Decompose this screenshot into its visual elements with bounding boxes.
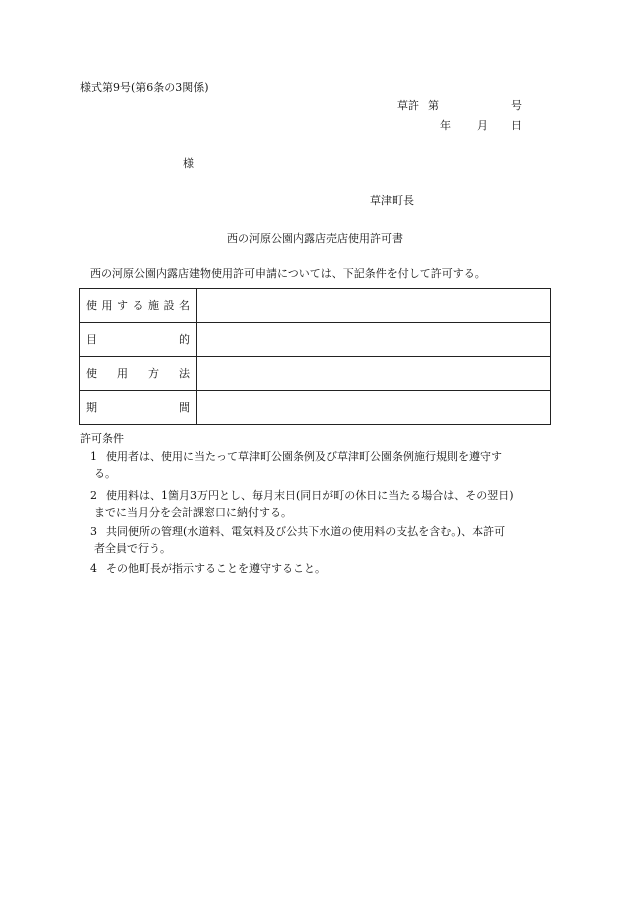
- condition-text-continued: までに当月分を会計課窓口に納付する。: [94, 506, 292, 519]
- label-char: 施: [148, 299, 159, 312]
- row-label: [80, 391, 197, 425]
- row-label: [80, 357, 197, 391]
- label-char: 法: [179, 367, 190, 380]
- permit-number-prefix: 草許: [397, 99, 419, 112]
- permit-number-dai: 第: [428, 99, 439, 112]
- label-char: 使: [86, 299, 97, 312]
- row-label: [80, 323, 197, 357]
- issuer-title: 草津町長: [370, 194, 414, 207]
- label-char: 使: [86, 367, 97, 380]
- condition-text-continued: 者全員で行う。: [94, 542, 171, 555]
- condition-item: [80, 523, 550, 557]
- condition-item: [80, 487, 550, 521]
- condition-number: 3: [90, 525, 97, 538]
- document-title: 西の河原公園内露店売店使用許可書: [227, 232, 403, 245]
- label-char: 名: [179, 299, 190, 312]
- condition-number: 4: [90, 562, 97, 575]
- date-day: 日: [511, 119, 522, 132]
- permit-number-go: 号: [511, 99, 522, 112]
- date-year: 年: [440, 119, 451, 132]
- conditions-heading: 許可条件: [80, 432, 124, 445]
- condition-text: 使用者は、使用に当たって草津町公園条例及び草津町公園条例施行規則を遵守す: [106, 450, 502, 463]
- label-char: 設: [163, 299, 175, 312]
- condition-text: 共同便所の管理(水道料、電気料及び公共下水道の使用料の支払を含む。)、本許可: [106, 525, 506, 538]
- label-char: る: [132, 299, 144, 312]
- row-value[interactable]: [197, 391, 551, 425]
- permit-table: [79, 288, 551, 425]
- condition-item: [80, 448, 550, 482]
- label-char: 的: [179, 333, 190, 346]
- condition-text-continued: る。: [94, 467, 116, 480]
- preamble-text: 西の河原公園内露店建物使用許可申請については、下記条件を付して許可する。: [90, 267, 486, 280]
- form-number: 様式第9号(第6条の3関係): [80, 81, 209, 94]
- condition-text: 使用料は、1箇月3万円とし、毎月末日(同日が町の休日に当たる場合は、その翌日): [106, 489, 514, 502]
- condition-text: その他町長が指示することを遵守すること。: [106, 562, 326, 575]
- label-char: 用: [117, 367, 128, 380]
- label-char: 期: [86, 401, 97, 414]
- row-label: [80, 289, 197, 323]
- condition-number: 1: [90, 450, 97, 463]
- table-row: [80, 289, 551, 323]
- label-char: す: [117, 299, 128, 312]
- table-row: [80, 357, 551, 391]
- table-row: [80, 391, 551, 425]
- row-value[interactable]: [197, 323, 551, 357]
- condition-item: [80, 560, 550, 577]
- recipient-honorific: 様: [183, 157, 194, 170]
- row-value[interactable]: [197, 357, 551, 391]
- condition-number: 2: [90, 489, 97, 502]
- label-char: 目: [86, 333, 97, 346]
- label-char: 方: [148, 367, 159, 380]
- table-row: [80, 323, 551, 357]
- label-char: 間: [179, 401, 190, 414]
- row-value[interactable]: [197, 289, 551, 323]
- label-char: 用: [101, 299, 113, 312]
- date-month: 月: [477, 119, 488, 132]
